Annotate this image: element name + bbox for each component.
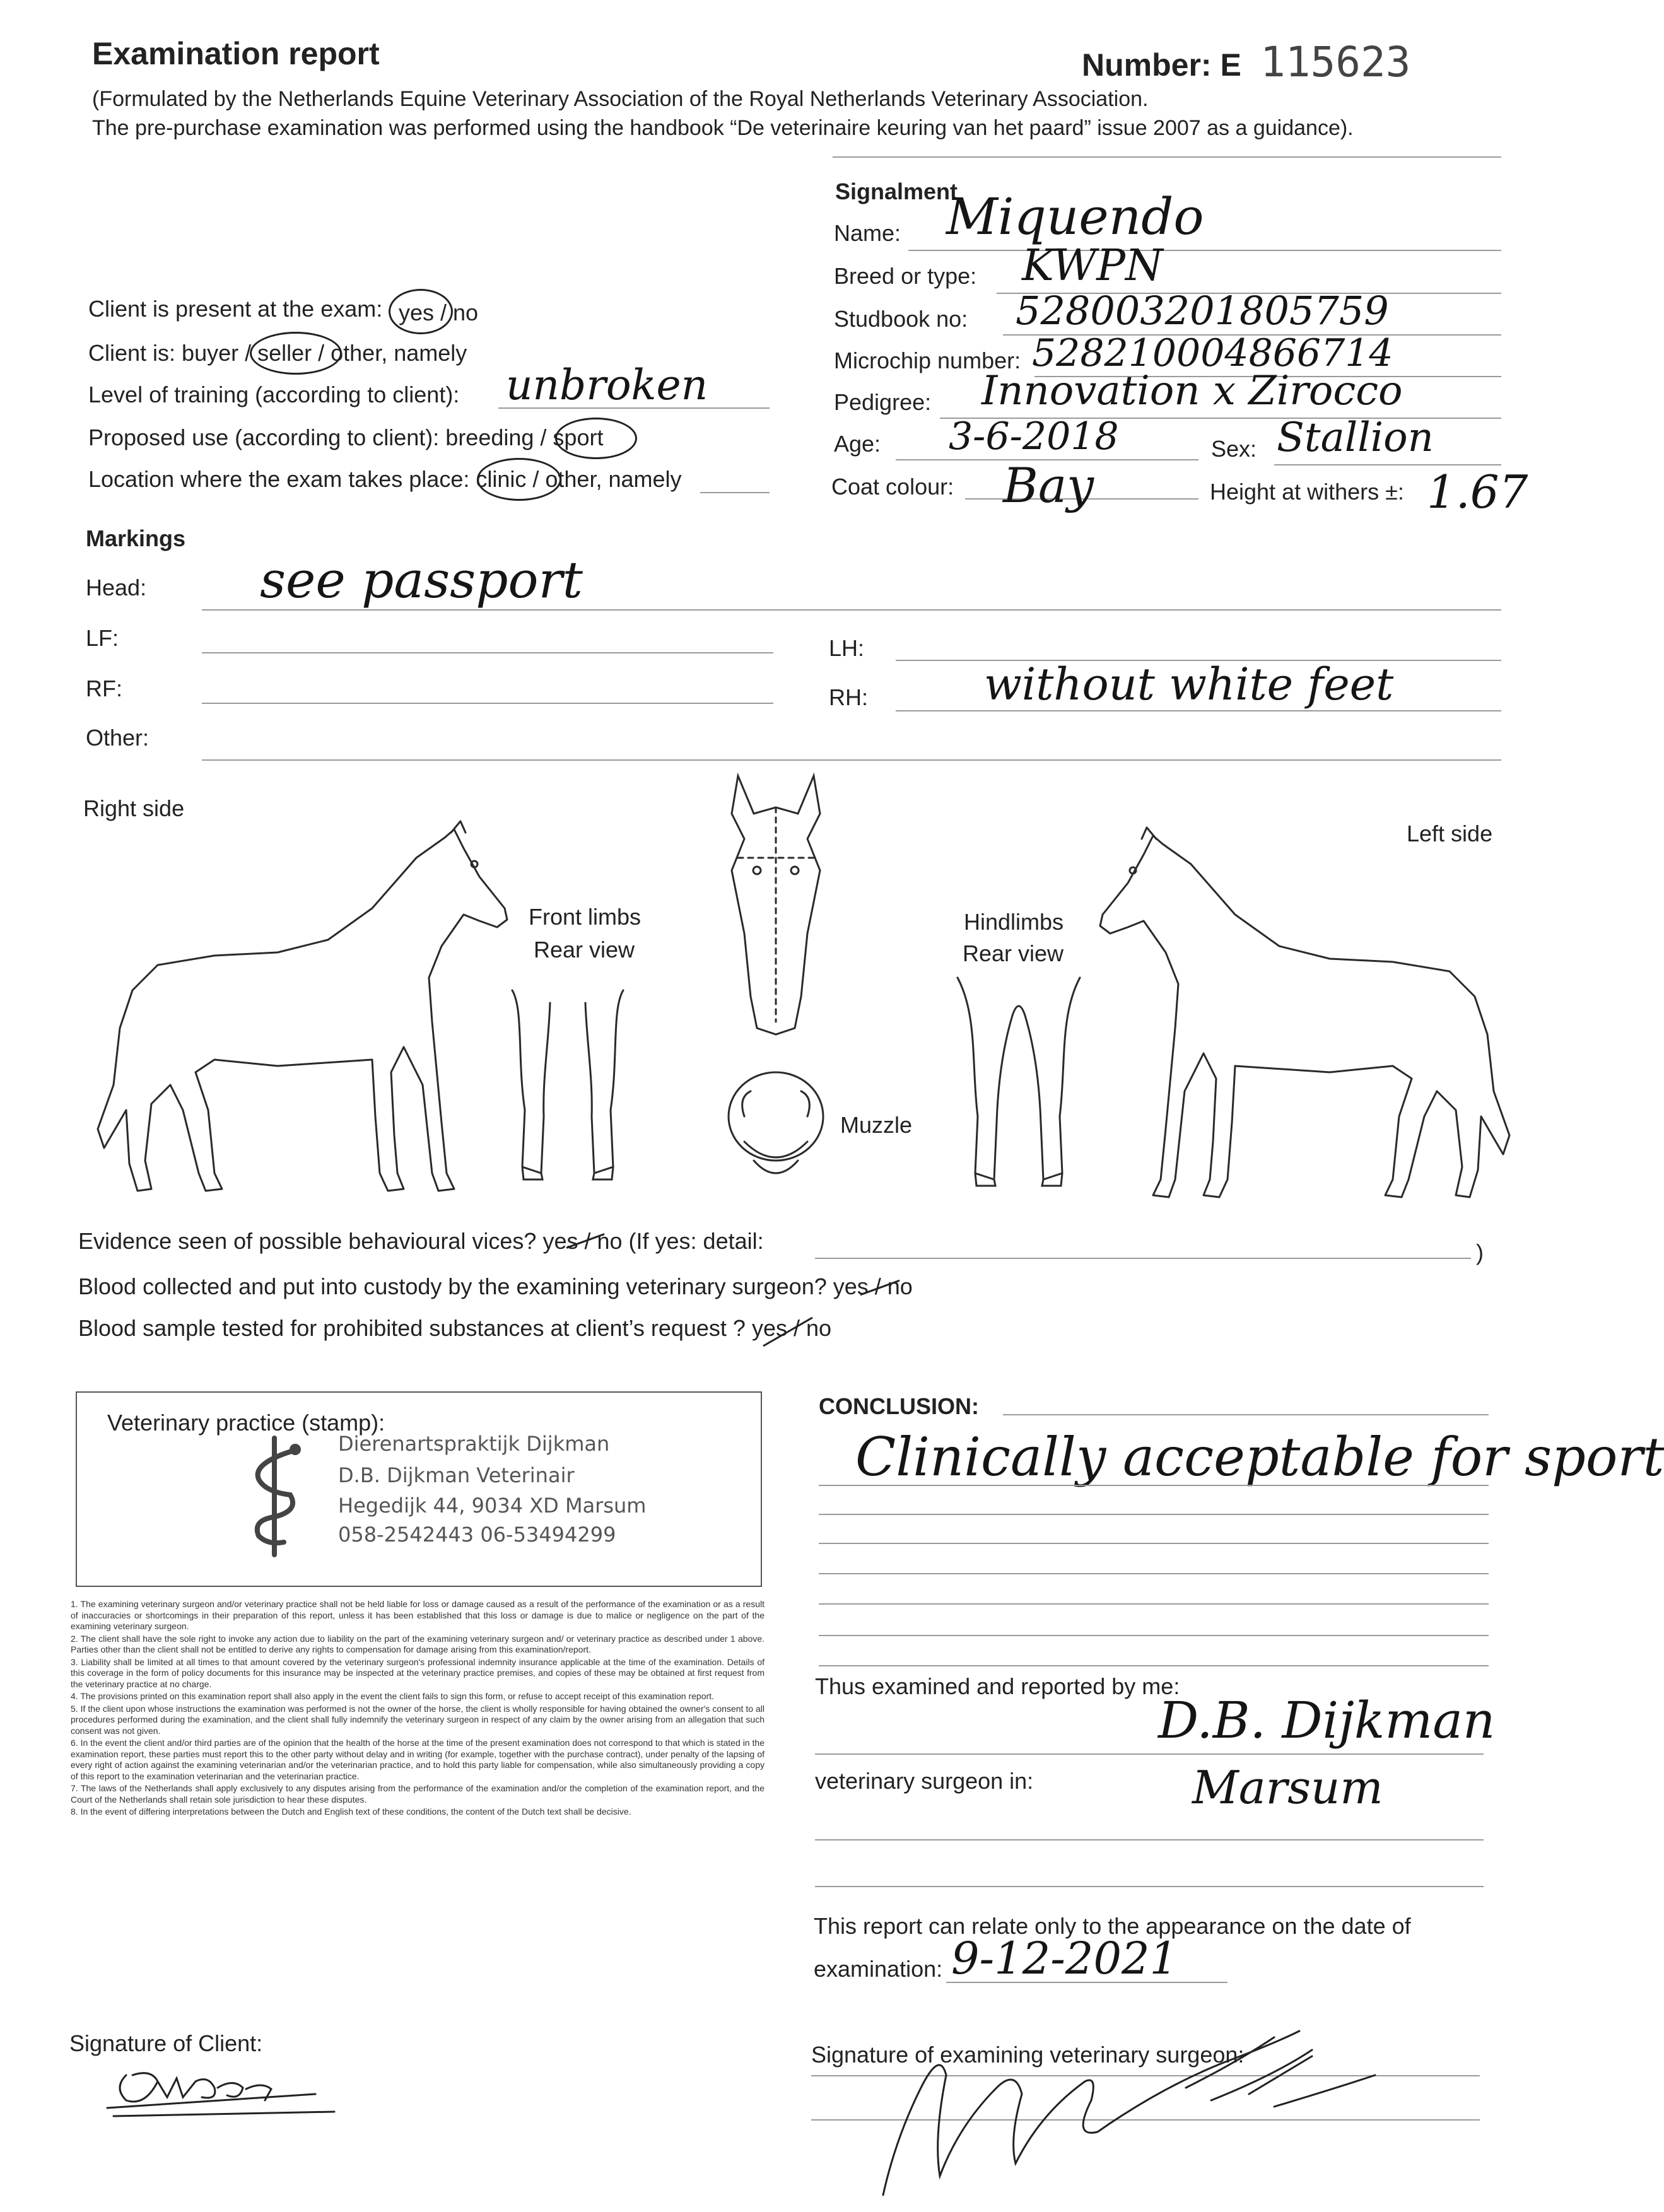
surgeon-in-line-2 xyxy=(815,1886,1484,1887)
conclusion-line-6 xyxy=(819,1635,1489,1636)
head-front-diagram xyxy=(719,770,833,1047)
sex-value: Stallion xyxy=(1277,414,1434,461)
studbook-label: Studbook no: xyxy=(834,306,968,332)
right-side-label: Right side xyxy=(83,795,185,821)
client-signature xyxy=(107,2050,347,2132)
age-label: Age: xyxy=(834,431,881,457)
horse-diagram-right-side xyxy=(88,820,517,1198)
training-value: unbroken xyxy=(506,361,708,409)
name-value: Miquendo xyxy=(946,187,1204,246)
exam-date-value: 9-12-2021 xyxy=(951,1933,1178,1984)
exam-date-label: examination: xyxy=(814,1956,943,1982)
blood-tested-question: Blood sample tested for prohibited substances at client’s request ? yes / no xyxy=(78,1315,832,1341)
terms-and-conditions xyxy=(71,1599,765,1819)
rf-label: RF: xyxy=(86,676,122,701)
sport-circle xyxy=(555,418,637,459)
breed-label: Breed or type: xyxy=(834,263,977,289)
examined-by-label: Thus examined and reported by me: xyxy=(815,1673,1180,1699)
microchip-label: Microchip number: xyxy=(834,348,1021,373)
studbook-value: 528003201805759 xyxy=(1016,288,1389,334)
examined-by-line xyxy=(815,1753,1484,1755)
term-2: 2. The client shall have the sole right to invoke any action due to liability on the part of the examining veterinary surgeon and/ or veterinary practice as described under 1 above. Parties other than the client shall not be entitled to derive any rights to compensation for damage arising from this examination/report. xyxy=(71,1633,765,1654)
report-number-label: Number: E xyxy=(1082,47,1241,83)
sex-label: Sex: xyxy=(1211,436,1257,462)
hind-rear-view-label: Rear view xyxy=(963,940,1064,966)
conclusion-line-2 xyxy=(819,1514,1489,1515)
conclusion-value: Clinically acceptable for sport xyxy=(855,1426,1664,1488)
location-line xyxy=(700,492,770,493)
left-side-label: Left side xyxy=(1407,821,1493,846)
other-line xyxy=(202,759,1501,761)
rh-label: RH: xyxy=(829,684,868,710)
conclusion-line-0 xyxy=(1003,1414,1489,1415)
surgeon-in-line-1 xyxy=(815,1839,1484,1840)
examined-by-signature: D.B. Dijkman xyxy=(1158,1691,1496,1750)
blood-custody-question: Blood collected and put into custody by the examining veterinary surgeon? yes / no xyxy=(78,1273,913,1299)
stamp-line-1: Dierenartspraktijk Dijkman xyxy=(338,1432,610,1456)
term-3: 3. Liability shall be limited at all times to that amount covered by the veterinary surgeon's professional indemnity insurance applicable at the time of the examination. Details of this coverage in the form of policy documents for this insurance may be inspected at the veterinary practice premises, and copies of these may be obtained at first request from the veterinary practice at no charge. xyxy=(71,1656,765,1689)
conclusion-line-1 xyxy=(819,1485,1489,1486)
muzzle-label: Muzzle xyxy=(840,1112,913,1138)
lh-label: LH: xyxy=(829,635,865,661)
vices-detail-line xyxy=(815,1258,1471,1259)
stamp-line-4: 058-2542443 06-53494299 xyxy=(338,1523,616,1547)
term-8: 8. In the event of differing interpretations between the Dutch and English text of these conditions, the content of the Dutch text shall be decisive. xyxy=(71,1806,631,1817)
header-subtitle-2: The pre-purchase examination was performed using the handbook “De veterinaire keuring van het paard” issue 2007 as a guidance). xyxy=(92,116,1354,140)
stamp-label: Veterinary practice (stamp): xyxy=(107,1410,385,1436)
client-present-label: Client is present at the exam: xyxy=(88,296,383,322)
training-label: Level of training (according to client): xyxy=(88,382,460,407)
conclusion-line-7 xyxy=(819,1665,1489,1666)
height-label: Height at withers ±: xyxy=(1210,479,1404,505)
horse-diagram-left-side xyxy=(1090,826,1519,1205)
term-6: 6. In the event the client and/or third parties are of the opinion that the health of the horse at the time of the present examination does not correspond to that which is stated in the examination report, these parties must report this to the other party without delay and in writing (for example, together with the purchase contract), under penalty of the lapsing of every right of action against the examining veterinarian and/or the veterinarian practice, and to hold this party liable for compensation, while also simultaneously providing a copy of this report to the examination veterinarian and the veterinarian practice. xyxy=(71,1738,765,1781)
coat-colour-label: Coat colour: xyxy=(831,474,954,500)
rh-value: without white feet xyxy=(984,658,1394,710)
report-number-value: 115623 xyxy=(1260,38,1411,86)
term-4: 4. The provisions printed on this examination report shall also apply in the event the client fails to sign this form, or refuse to accept receipt of this examination report. xyxy=(71,1691,714,1701)
front-limbs-label: Front limbs xyxy=(529,904,642,930)
vices-question: Evidence seen of possible behavioural vices? yes / no (If yes: detail: xyxy=(78,1228,764,1254)
head-label: Head: xyxy=(86,575,147,600)
yes-circle xyxy=(389,289,453,334)
vet-signature xyxy=(833,2012,1463,2201)
age-value: 3-6-2018 xyxy=(949,414,1119,459)
caduceus-icon xyxy=(240,1432,309,1558)
head-line xyxy=(202,609,1501,611)
location-label: Location where the exam takes place: clinic / other, namely xyxy=(88,466,682,492)
client-is-label: Client is: buyer / seller / other, namely xyxy=(88,340,467,366)
breed-value: KWPN xyxy=(1022,241,1163,291)
clinic-circle xyxy=(477,458,561,501)
conclusion-line-4 xyxy=(819,1573,1489,1574)
height-value: 1.67 xyxy=(1427,465,1528,518)
stamp-line-3: Hegedijk 44, 9034 XD Marsum xyxy=(338,1494,647,1518)
appearance-note: This report can relate only to the appearance on the date of xyxy=(814,1913,1411,1939)
rf-line xyxy=(202,703,773,704)
header-subtitle-1: (Formulated by the Netherlands Equine Veterinary Association of the Royal Netherlands Veterinary Association. xyxy=(92,87,1149,111)
coat-colour-value: Bay xyxy=(1003,457,1094,513)
seller-circle xyxy=(250,332,342,375)
client-signature-label: Signature of Client: xyxy=(69,2030,263,2056)
other-label: Other: xyxy=(86,725,149,751)
microchip-value: 528210004866714 xyxy=(1032,331,1393,375)
conclusion-label: CONCLUSION: xyxy=(819,1393,979,1419)
exam-date-line xyxy=(946,1982,1227,1983)
stamp-line-2: D.B. Dijkman Veterinair xyxy=(338,1463,575,1487)
conclusion-line-5 xyxy=(819,1603,1489,1605)
head-value: see passport xyxy=(260,551,583,609)
muzzle-diagram xyxy=(719,1066,833,1192)
signalment-heading: Signalment xyxy=(835,178,958,204)
vet-signature-label: Signature of examining veterinary surgeon: xyxy=(811,2042,1245,2068)
pedigree-value: Innovation x Zirocco xyxy=(981,368,1403,414)
front-rear-view-label: Rear view xyxy=(534,937,635,963)
surgeon-in-value: Marsum xyxy=(1192,1761,1383,1814)
name-line xyxy=(908,250,1501,251)
term-1: 1. The examining veterinary surgeon and/or veterinary practice shall not be held liable for loss or damage caused as a result of the performance of the examination or as a result of inaccuracies or shortcomings in their preparation of this report, unless it has been established that this loss or damage is due to malice or negligence on the part of the examining veterinary surgeon. xyxy=(71,1599,765,1631)
term-5: 5. If the client upon whose instructions the examination was performed is not the owner of the horse, the client is wholly responsible for having obtained the owner's consent to all procedures performed during the examination, and the client shall fully indemnify the veterinary surgeon in respect of any claim by the owner arising from an allegation that such consent was not given. xyxy=(71,1703,765,1736)
front-limbs-diagram xyxy=(505,984,631,1186)
vices-close-paren: ) xyxy=(1476,1239,1484,1265)
term-7: 7. The laws of the Netherlands shall apply exclusively to any disputes arising from the performance of the examination and/or the completion of the examination report, and the Court of the Netherlands shall retain sole jurisdiction to hear these disputes. xyxy=(71,1783,765,1805)
pedigree-label: Pedigree: xyxy=(834,389,932,415)
surgeon-in-label: veterinary surgeon in: xyxy=(815,1768,1034,1794)
lf-label: LF: xyxy=(86,625,119,651)
name-label: Name: xyxy=(834,220,901,246)
proposed-use-label: Proposed use (according to client): breeding / sport xyxy=(88,424,604,450)
header-rule xyxy=(833,156,1501,158)
lf-line xyxy=(202,652,773,653)
hindlimbs-label: Hindlimbs xyxy=(964,909,1064,935)
page-title: Examination report xyxy=(92,36,380,71)
client-present-options: yes / no xyxy=(399,300,479,325)
markings-heading: Markings xyxy=(86,525,186,551)
rh-line xyxy=(896,710,1501,711)
conclusion-line-3 xyxy=(819,1543,1489,1544)
hindlimbs-diagram xyxy=(952,971,1085,1192)
